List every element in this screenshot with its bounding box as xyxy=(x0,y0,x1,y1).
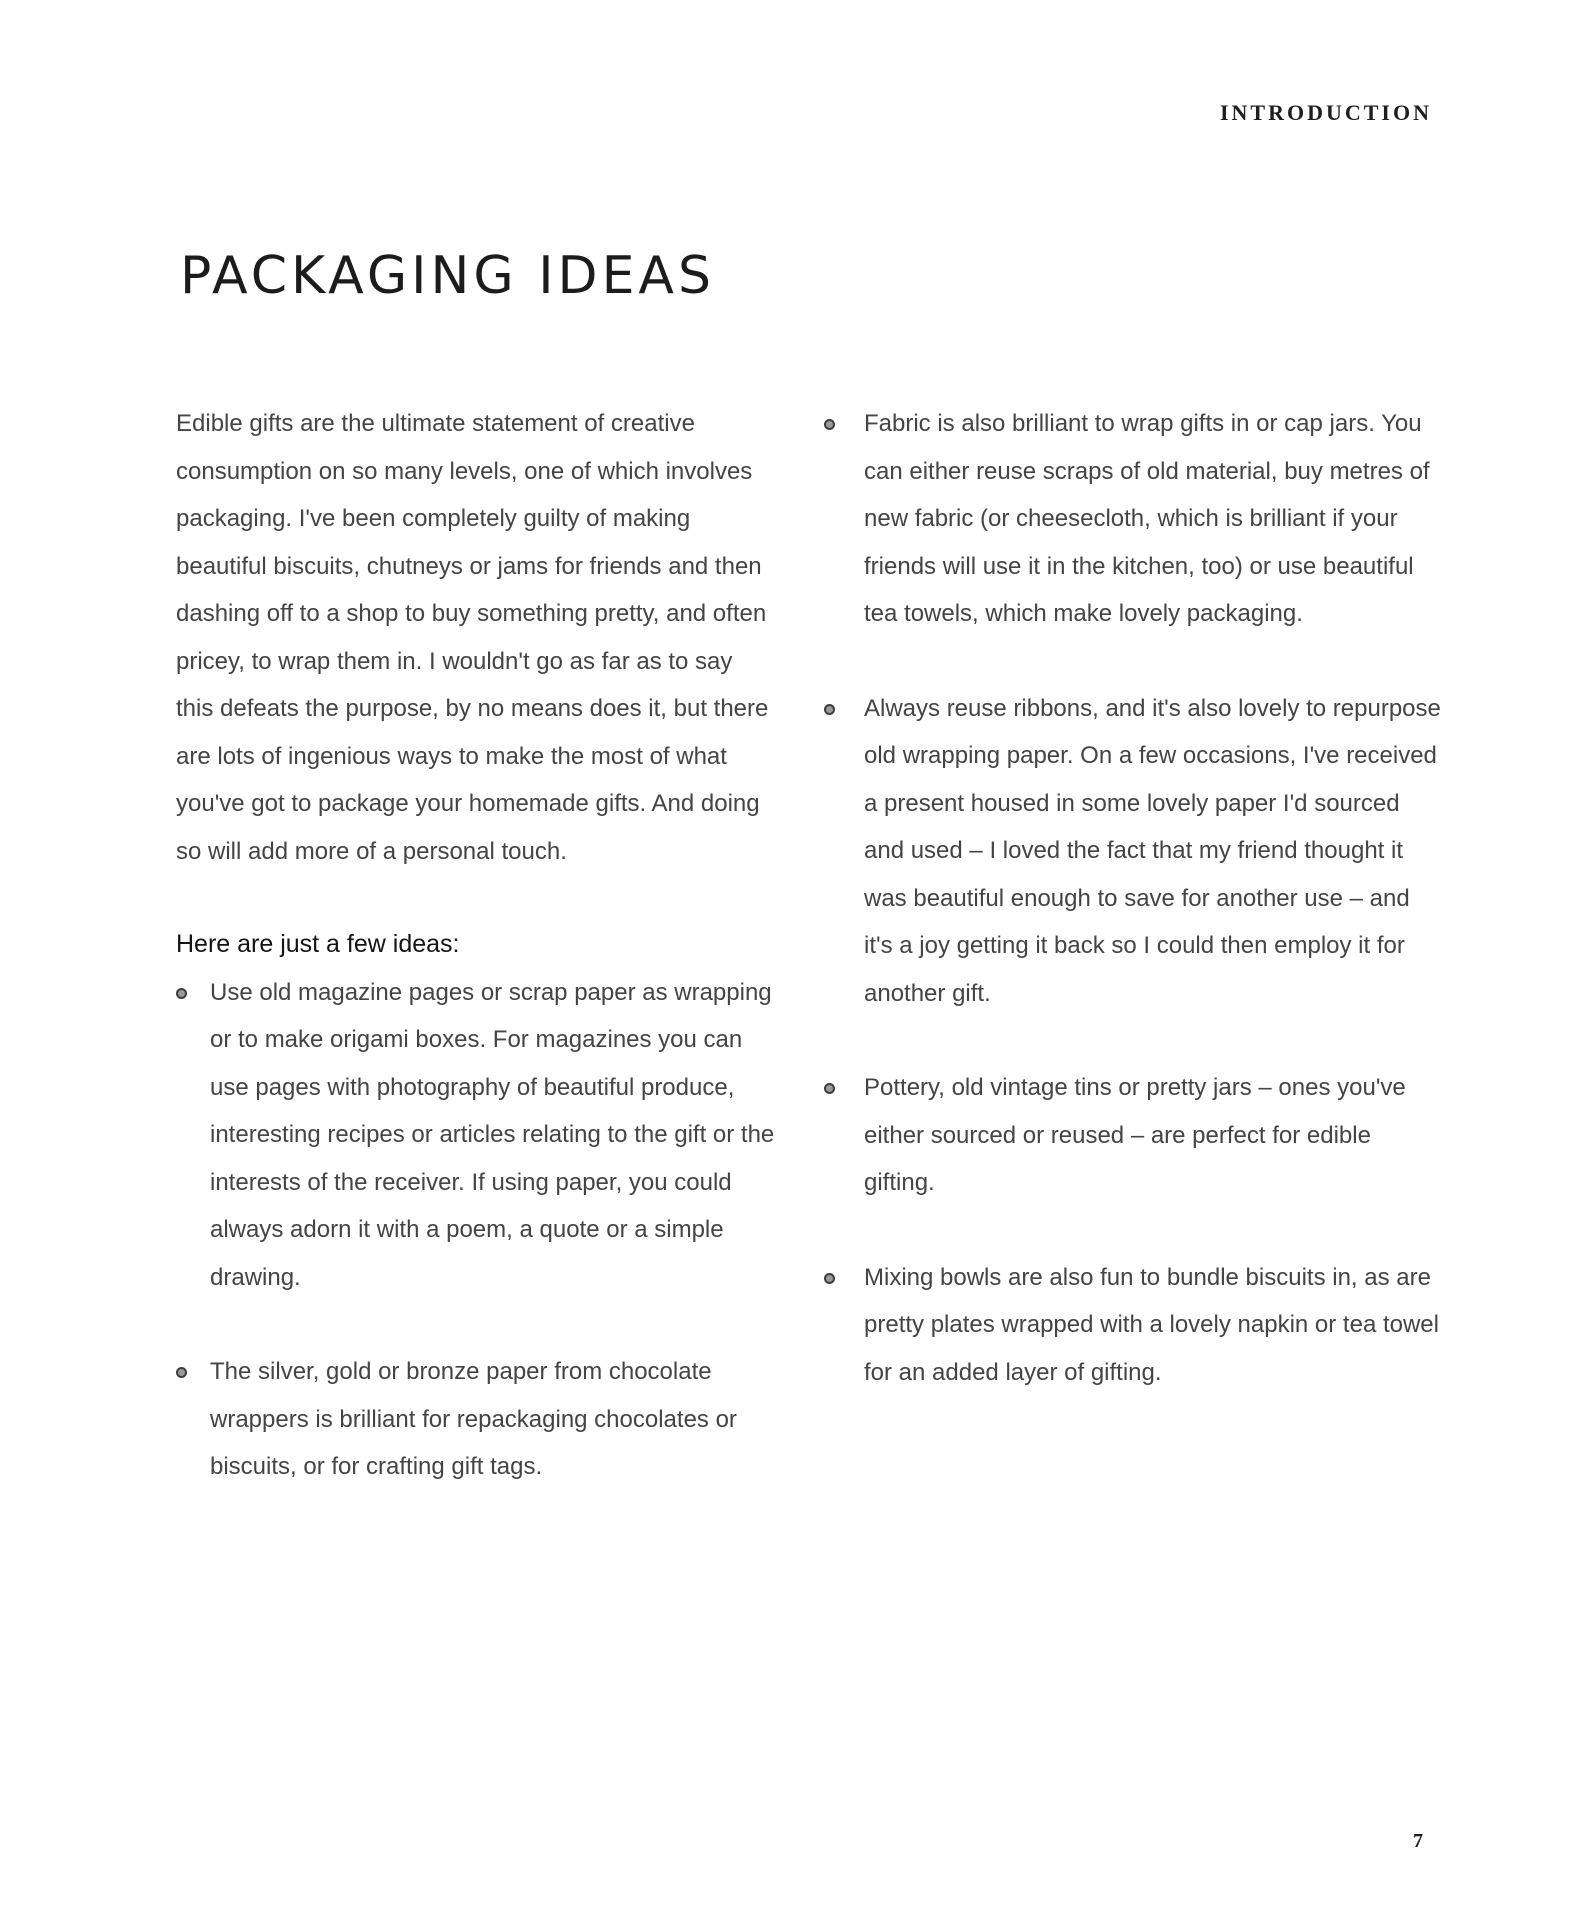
idea-text: Use old magazine pages or scrap paper as wrapping or to make origami boxes. For magazines you can use pages with photography of beautiful produce, interesting recipes or articles relating to the gift or the interests of the receiver. If using paper, you could always adorn it with a poem, a quote or a simple drawing. xyxy=(210,978,775,1291)
idea-text: Always reuse ribbons, and it's also lovely to repurpose old wrapping paper. On a few occasions, I've received a present housed in some lovely paper I'd sourced and used – I loved the fact that my friend thought it was beautiful enough to save for another use – and it's a joy getting it back so I could then employ it for another gift. xyxy=(864,694,1441,1007)
idea-text: Fabric is also brilliant to wrap gifts in or cap jars. You can either reuse scraps of old material, buy metres of new fabric (or cheesecloth, which is brilliant if your friends will use it in the kitchen, too) or use beautiful tea towels, which make lovely packaging. xyxy=(864,410,1430,627)
bullet-icon xyxy=(824,704,835,715)
idea-text: Pottery, old vintage tins or pretty jars – ones you've either sourced or reused – are perfect for edible gifting. xyxy=(864,1074,1406,1196)
intro-paragraph: Edible gifts are the ultimate statement of creative consumption on so many levels, one of which involves packaging. I've been completely guilty of making beautiful biscuits, chutneys or jams for friends and then dashing off to a shop to buy something pretty, and often pricey, to wrap them in. I wouldn't go as far as to say this defeats the purpose, by no means does it, but there are lots of ingenious ways to make the most of what you've got to package your homemade gifts. And doing so will add more of a personal touch. xyxy=(176,410,769,865)
idea-text: Mixing bowls are also fun to bundle biscuits in, as are pretty plates wrapped with a lovely napkin or tea towel for an added layer of gifting. xyxy=(864,1263,1439,1386)
ideas-list-left xyxy=(176,969,776,1491)
running-head: INTRODUCTION xyxy=(1219,100,1432,125)
page-title: PACKAGING IDEAS xyxy=(180,246,716,306)
idea-item xyxy=(176,1348,776,1491)
idea-item xyxy=(824,685,1444,1018)
left-column xyxy=(176,400,776,1491)
ideas-list-right xyxy=(824,400,1444,1396)
idea-item xyxy=(824,1254,1444,1397)
bullet-icon xyxy=(176,1367,187,1378)
idea-item xyxy=(824,1064,1444,1207)
bullet-icon xyxy=(824,419,835,430)
idea-item xyxy=(176,969,776,1302)
bullet-icon xyxy=(824,1083,835,1094)
idea-item xyxy=(824,400,1444,638)
right-column xyxy=(824,400,1444,1396)
page-number: 7 xyxy=(1413,1830,1423,1852)
idea-text: The silver, gold or bronze paper from chocolate wrappers is brilliant for repackaging chocolates or biscuits, or for crafting gift tags. xyxy=(210,1358,737,1480)
ideas-heading: Here are just a few ideas: xyxy=(176,930,460,958)
bullet-icon xyxy=(176,988,187,999)
bullet-icon xyxy=(824,1273,835,1284)
